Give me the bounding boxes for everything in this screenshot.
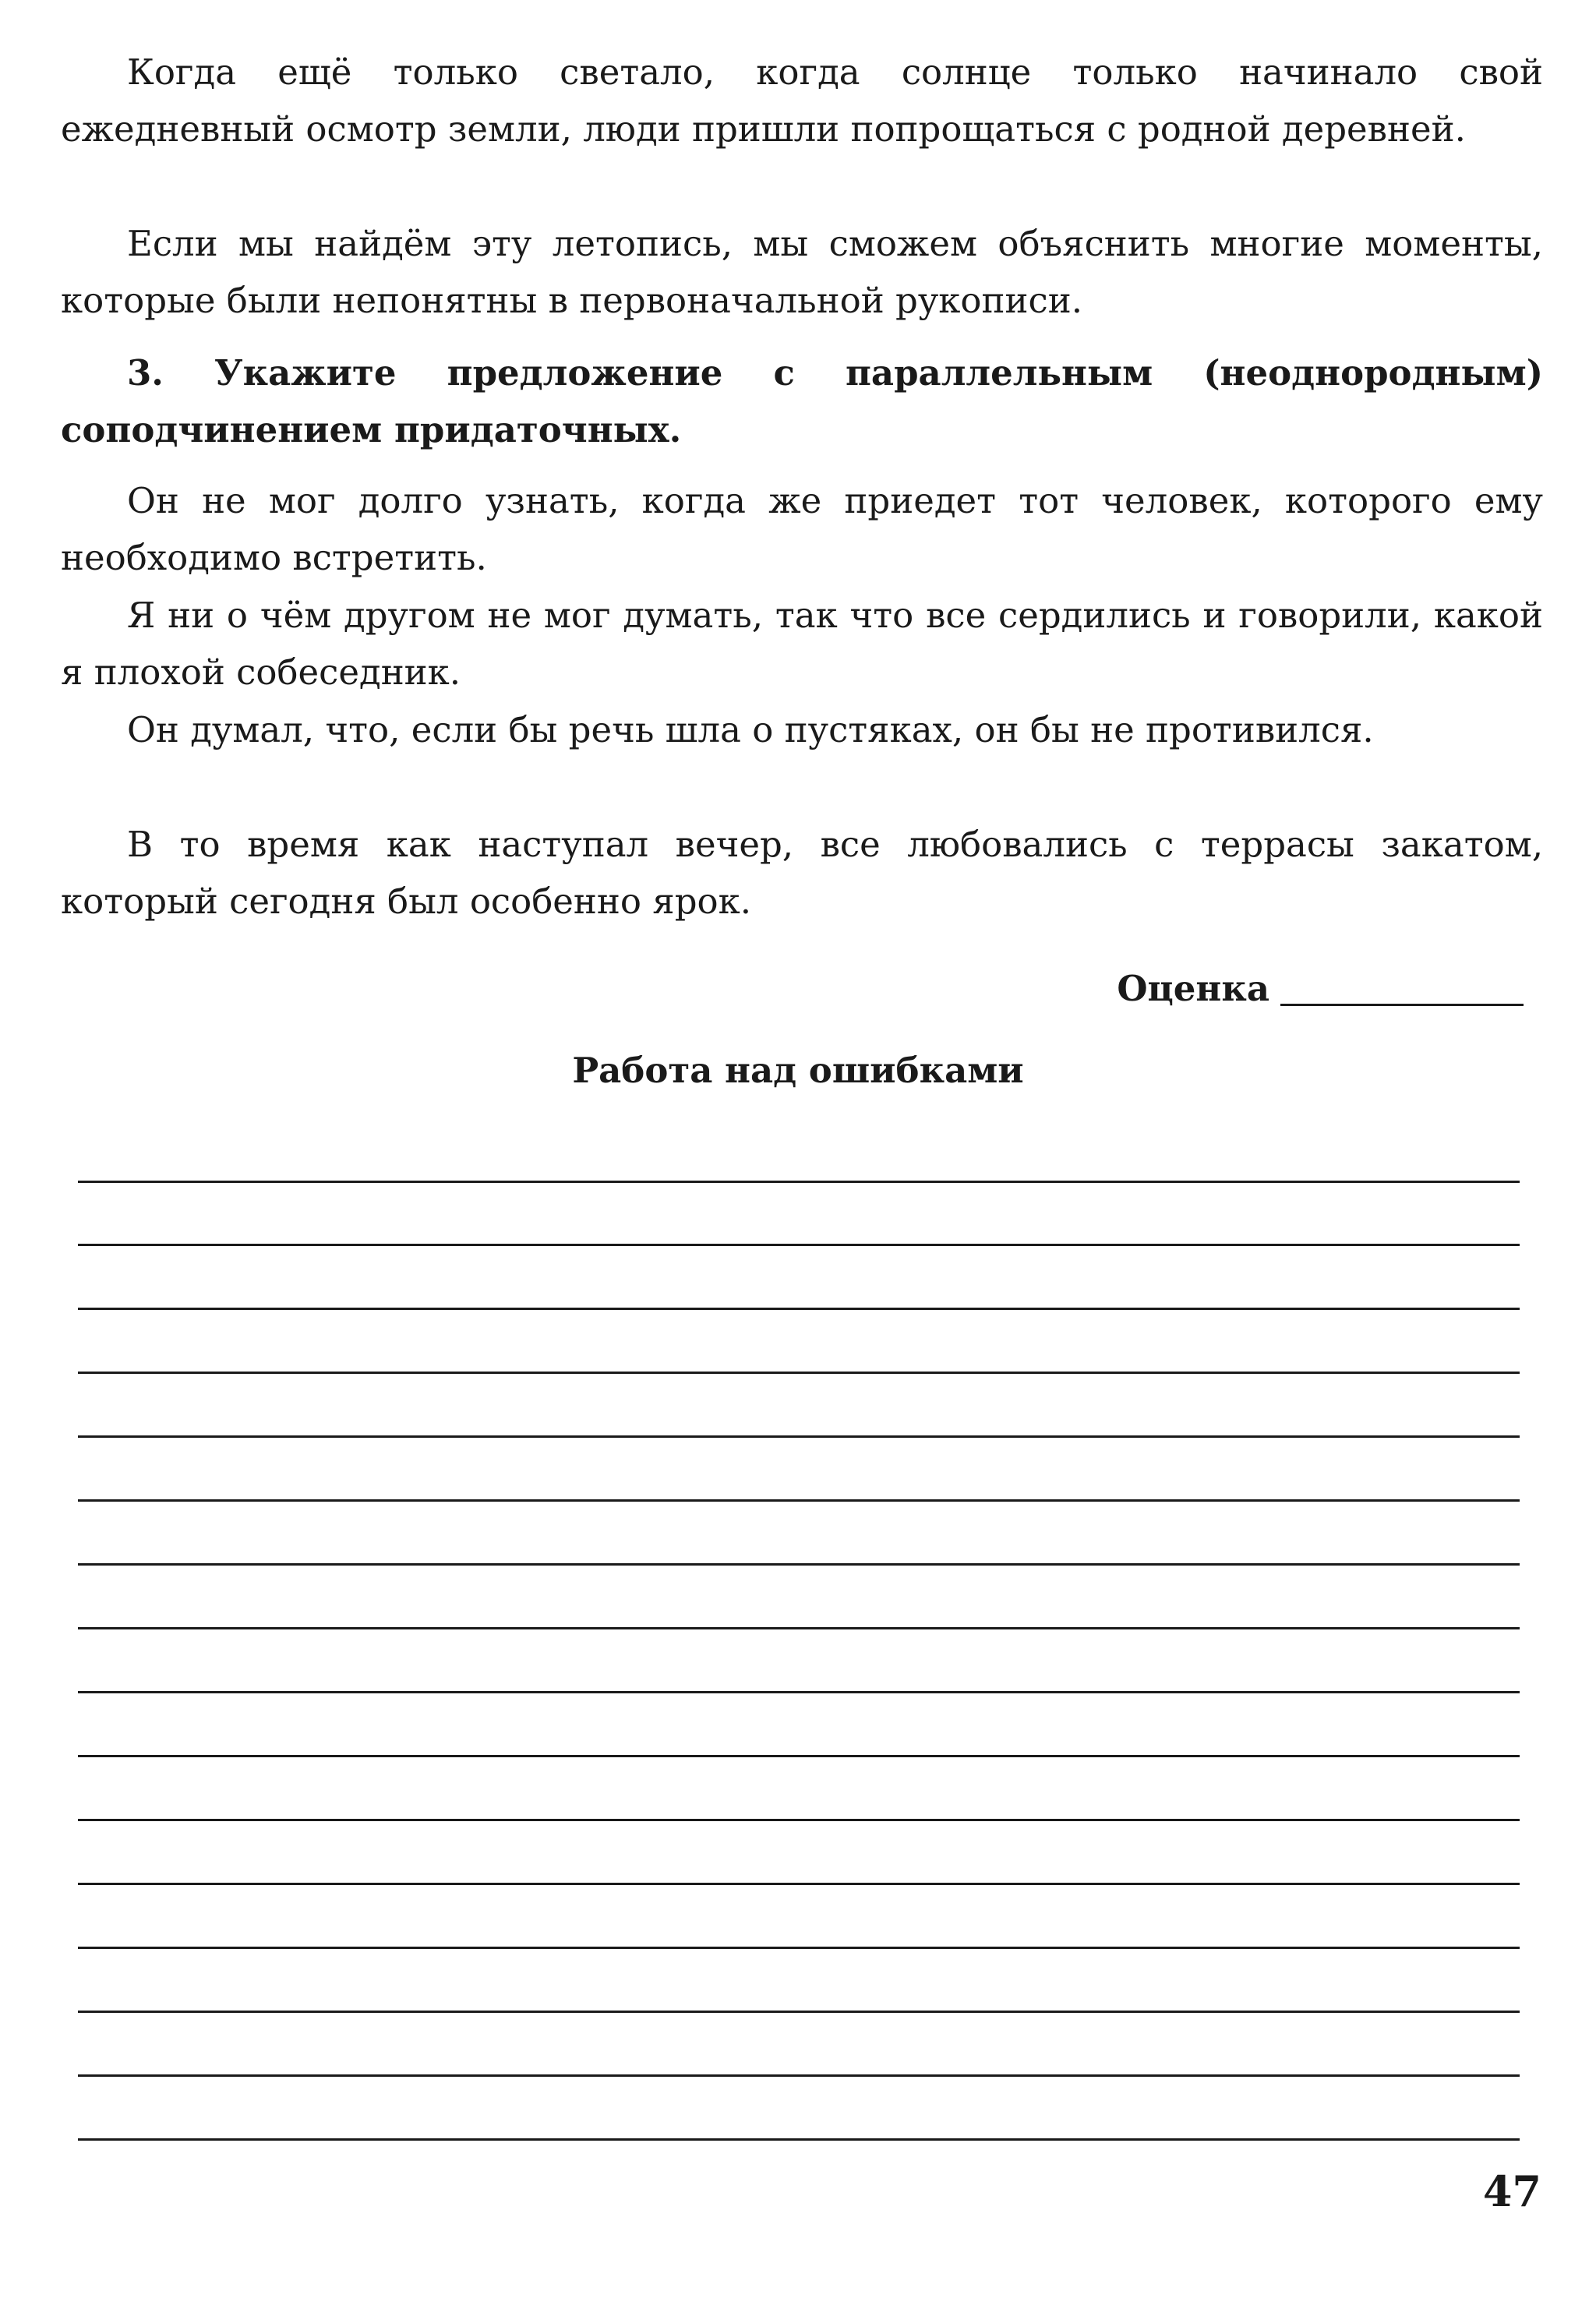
grade-blank-line[interactable] (1280, 1004, 1524, 1006)
answer-writing-line[interactable] (78, 2138, 1520, 2141)
answer-writing-line[interactable] (78, 1244, 1520, 1246)
answer-writing-line[interactable] (78, 1755, 1520, 1757)
option-text: Я ни о чём другом не мог думать, так что все сердились и говорили, какой я плохой собеседник. (61, 595, 1543, 693)
text-paragraph (61, 215, 1543, 329)
option-text: В то время как наступал вечер, все любовались с террасы закатом, который сегодня был особенно ярок. (61, 824, 1543, 922)
answer-writing-line[interactable] (78, 1883, 1520, 1885)
answer-writing-line[interactable] (78, 1691, 1520, 1693)
answer-option (61, 701, 1543, 758)
answer-option (61, 472, 1543, 586)
paragraph-text: Когда ещё только светало, когда солнце только начинало свой ежедневный осмотр земли, люди пришли попрощаться с родной деревней. (61, 51, 1543, 150)
answer-writing-line[interactable] (78, 1819, 1520, 1821)
option-text: Он думал, что, если бы речь шла о пустяках, он бы не противился. (127, 709, 1374, 750)
text-paragraph (61, 44, 1543, 157)
answer-option (61, 816, 1543, 930)
option-text: Он не мог долго узнать, когда же приедет тот человек, которого ему необходимо встретить. (61, 480, 1543, 578)
exercise-question (61, 344, 1543, 458)
section-title: Работа над ошибками (572, 1050, 1024, 1091)
grade-field (1117, 960, 1524, 1017)
answer-writing-line[interactable] (78, 1181, 1520, 1183)
answer-writing-line[interactable] (78, 2074, 1520, 2077)
answer-writing-line[interactable] (78, 1563, 1520, 1566)
answer-writing-line[interactable] (78, 1627, 1520, 1629)
answer-writing-line[interactable] (78, 1499, 1520, 1502)
answer-writing-line[interactable] (78, 1947, 1520, 1949)
answer-writing-line[interactable] (78, 1435, 1520, 1438)
page-number: 47 (1482, 2166, 1541, 2216)
paragraph-text: Если мы найдём эту летопись, мы сможем объяснить многие моменты, которые были непонятны в первоначальной рукописи. (61, 223, 1543, 321)
answer-writing-line[interactable] (78, 1308, 1520, 1310)
grade-label: Оценка (1117, 968, 1269, 1009)
answer-writing-line[interactable] (78, 2011, 1520, 2013)
question-text: 3. Укажите предложение с параллельным (неоднородным) соподчинением придаточных. (61, 352, 1543, 450)
answer-writing-line[interactable] (78, 1372, 1520, 1374)
answer-option (61, 587, 1543, 701)
